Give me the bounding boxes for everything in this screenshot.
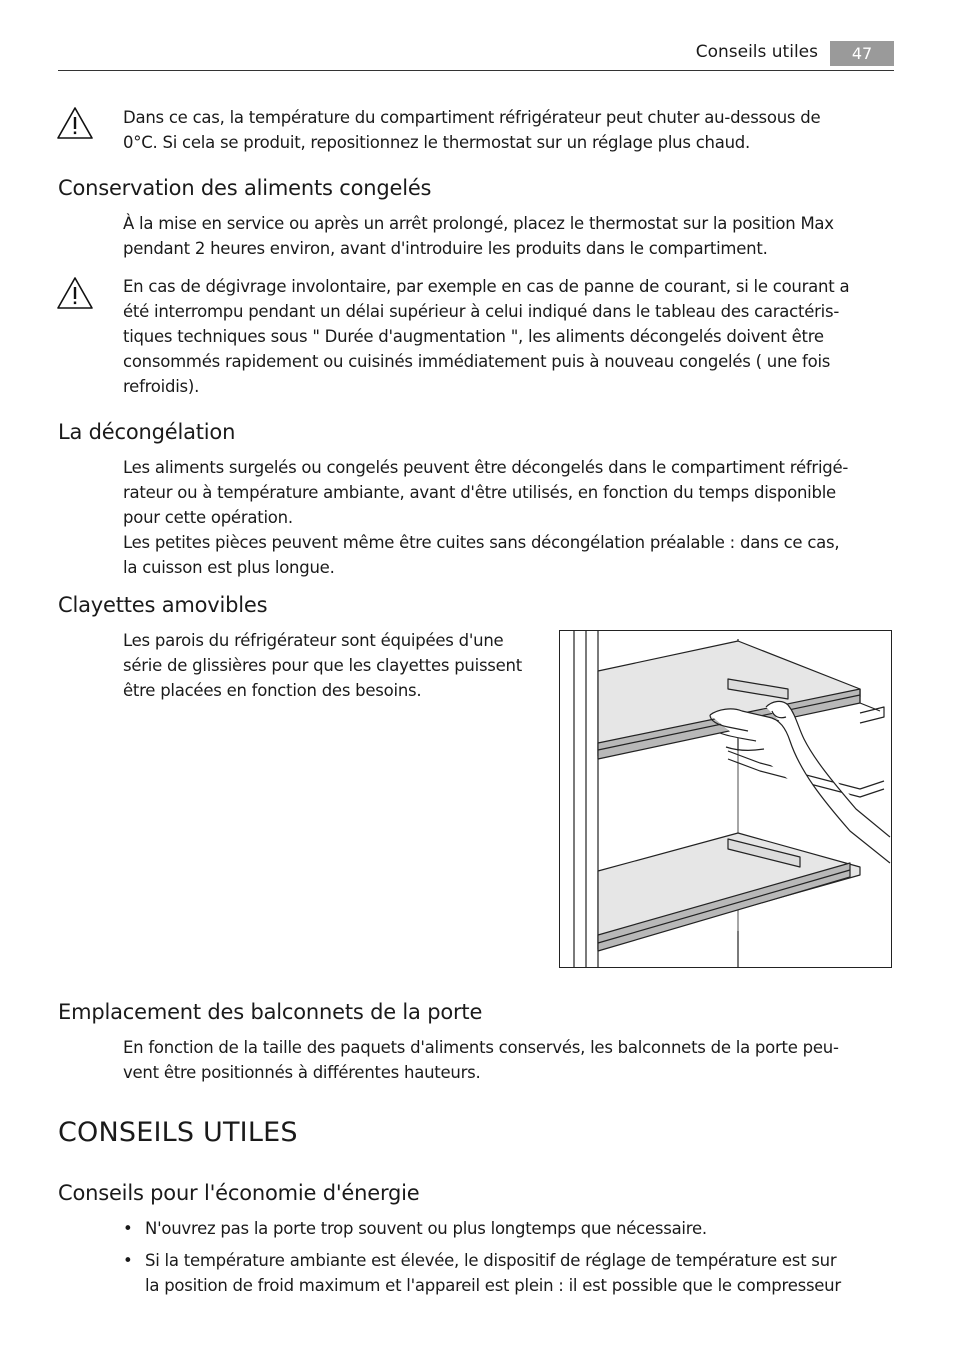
text-line: pendant 2 heures environ, avant d'introduire les produits dans le compartiment. — [123, 239, 768, 258]
page-number: 47 — [830, 41, 894, 66]
text-line: • Si la température ambiante est élevée, le dispositif de réglage de température est sur — [145, 1251, 837, 1270]
fridge-shelf-drawing — [560, 631, 891, 967]
heading-thawing: La décongélation — [58, 420, 236, 444]
text-line: Dans ce cas, la température du compartiment réfrigérateur peut chuter au-dessous de — [123, 108, 821, 127]
text-line: En cas de dégivrage involontaire, par exemple en cas de panne de courant, si le courant a — [123, 277, 850, 296]
heading-removable-shelves: Clayettes amovibles — [58, 593, 268, 617]
text-line: refroidis). — [123, 377, 200, 396]
warning-triangle-icon — [56, 276, 94, 310]
paragraph-frozen-food — [123, 211, 898, 261]
paragraph-thawing — [123, 455, 898, 580]
text-line: Les petites pièces peuvent même être cuites sans décongélation préalable : dans ce cas, — [123, 533, 840, 552]
text-line: Les aliments surgelés ou congelés peuvent être décongelés dans le compartiment réfrigé- — [123, 458, 849, 477]
main-heading: CONSEILS UTILES — [58, 1117, 298, 1148]
warning-text-defrost — [123, 274, 898, 399]
heading-door-shelves: Emplacement des balconnets de la porte — [58, 1000, 483, 1024]
heading-energy-saving: Conseils pour l'économie d'énergie — [58, 1181, 420, 1205]
text-line: consommés rapidement ou cuisinés immédiatement puis à nouveau congelés ( une fois — [123, 352, 831, 371]
text-line: la position de froid maximum et l'appareil est plein : il est possible que le compresseur — [145, 1276, 841, 1295]
list-item — [123, 1248, 898, 1298]
text-line: • N'ouvrez pas la porte trop souvent ou plus longtemps que nécessaire. — [145, 1219, 707, 1238]
text-line: À la mise en service ou après un arrêt prolongé, placez le thermostat sur la position Max — [123, 214, 834, 233]
warning-triangle-icon — [56, 106, 94, 140]
running-header-title: Conseils utiles — [695, 42, 818, 62]
text-line: tiques techniques sous " Durée d'augmentation ", les aliments décongelés doivent être — [123, 327, 824, 346]
paragraph-removable-shelves — [123, 628, 553, 703]
warning-text-thermostat — [123, 105, 898, 155]
text-line: la cuisson est plus longue. — [123, 558, 335, 577]
text-line: été interrompu pendant un délai supérieur à celui indiqué dans le tableau des caractéris- — [123, 302, 840, 321]
paragraph-door-shelves — [123, 1035, 898, 1085]
text-line: Les parois du réfrigérateur sont équipées d'une — [123, 631, 504, 650]
text-line: En fonction de la taille des paquets d'aliments conservés, les balconnets de la porte peu- — [123, 1038, 839, 1057]
text-line: rateur ou à température ambiante, avant d'être utilisés, en fonction du temps disponible — [123, 483, 836, 502]
header-divider — [58, 70, 894, 71]
text-line: vent être positionnés à différentes hauteurs. — [123, 1063, 481, 1082]
heading-frozen-food: Conservation des aliments congelés — [58, 176, 432, 200]
text-line: pour cette opération. — [123, 508, 293, 527]
text-line: 0°C. Si cela se produit, repositionnez le thermostat sur un réglage plus chaud. — [123, 133, 751, 152]
list-item — [123, 1216, 898, 1241]
text-line: série de glissières pour que les clayettes puissent — [123, 656, 522, 675]
energy-tips-list — [123, 1216, 898, 1305]
text-line: être placées en fonction des besoins. — [123, 681, 422, 700]
shelf-removal-illustration — [559, 630, 892, 968]
